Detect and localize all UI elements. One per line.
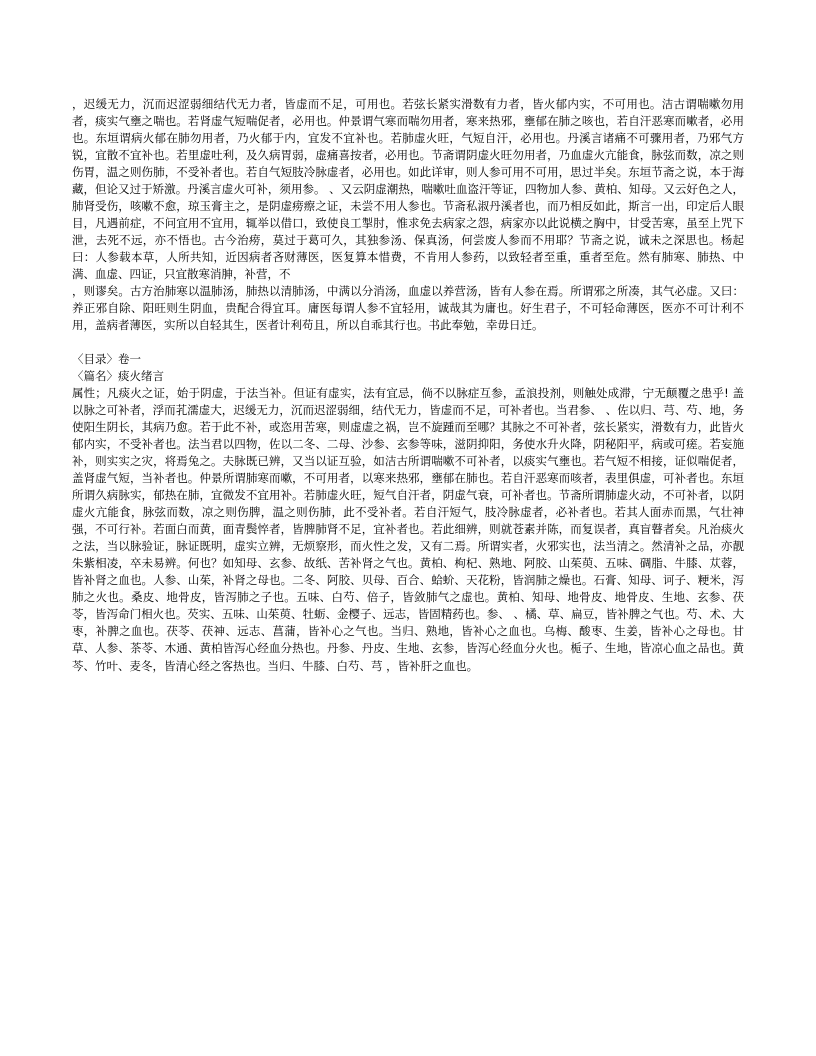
document-body [72,96,744,675]
paragraph: 属性；凡痰火之证，始于阴虚，于法当补。但证有虚实，法有宜忌，倘不以脉症互参，孟浪投剂，则触处成滞，宁无颠覆之患乎! 盖以脉之可补者，浮而芤濡虚大，迟缓无力，沉而迟涩弱细，结代无力，皆虚而不足，可补者也。当君参、 、佐以归、芎、芍、地，务使阳生阴长，其病乃愈。若于此不补，或恣用苦寒，则虚虚之祸，岂不旋踵而至哪？其脉之不可补者，弦长紧实，滑数有力，此皆火郁内实，不受补者也。法当君以四物，佐以二冬、二母、沙参、玄参等味，滋阴抑阳，务使水升火降，阴秘阳平，病或可瘥。若妄施补，则实实之灾，将焉兔之。夫脉既已辨，又当以证互验，如洁古所谓喘嗽不可补者，以痰实气壅也。若气短不相接，证似喘促者，盖肾虚气短，当补者也。仲景所谓肺寒而嗽，不可用者，以寒来热邪，壅郁在肺也。若自汗恶寒而咳者，表里俱虚，可补者也。东垣所谓久病脉实，郁热在肺，宜微发不宜用补。若肺虚火旺，短气自汗者，阴虚气衰，可补者也。节斋所谓肺虚火动，不可补者，以阴虚火亢能食，脉弦而数，凉之则伤脾，温之则伤肺，此不受补者。若自汗短气，肢冷脉虚者，必补者也。若其人面赤而黑，气壮神强，不可行补。若面白而黄，面青鬓悴者，皆脾肺肾不足，宜补者也。若此细辨，则就苍素并陈，而复误者，真盲瞽者矣。凡治痰火之法，当以脉验证，脉证既明，虚实立辨，无烦察形，而火性之发，又有二焉。所谓实者，火邪实也，法当清之。然清补之品，亦靓朱紫相凌，卒未易辨。何也？如知母、玄参、故纸、苦补肾之气也。黄柏、枸杞、熟地、阿胶、山茱萸、五味、碉脂、牛膝、苁蓉，皆补肾之血也。人参、山茱，补肾之母也。二冬、阿胶、贝母、百合、蛤蚧、天花粉，皆润肺之燥也。石膏、知母、诃子、粳米，泻肺之火也。桑皮、地骨皮，皆泻肺之子也。五味、白芍、倍子，皆敛肺气之虚也。黄柏、知母、地骨皮、地骨皮、生地、玄参、茯苓，皆泻命门相火也。芡实、五味、山茱萸、牡蛎、金樱子、远志，皆固精药也。参、 、橘、草、扁豆，皆补脾之气也。芍、术、大枣，补脾之血也。茯苓、茯神、远志、菖蒲，皆补心之气也。当归、熟地，皆补心之血也。乌梅、酸枣、生姜，皆补心之母也。甘草、人参、茶苓、木通、黄柏皆泻心经血分热也。丹参、丹皮、生地、玄参，皆泻心经血分火也。栀子、生地，皆凉心血之品也。黄芩、竹叶、麦冬，皆清心经之客热也。当归、牛膝、白芍、芎 ，皆补肝之血也。 [72,386,744,673]
paragraph-spacer [72,334,744,351]
paragraph: ，则谬矣。古方治肺寒以温肺汤，肺热以清肺汤，中满以分消汤，血虚以养营汤，皆有人参在焉。所谓邪之所凑，其气必虚。又曰：养正邪自除、阳旺则生阴血，贵配合得宜耳。庸医每谓人参不宜轻用，诚哉其为庸也。好生君子，不可轻命薄医，医亦不可计利不用，盖病者薄医，实所以自轻其生，医者计利苟且，所以自乖其行也。书此奉勉，幸毋日迁。 [72,284,744,333]
section-tag-chapter: 〈篇名〉痰火绪言 [72,369,164,384]
paragraph: ，迟缓无力，沉而迟涩弱细结代无力者，皆虚而不足，可用也。若弦长紧实滑数有力者，皆火郁内实，不可用也。洁古谓喘嗽勿用者，痰实气壅之喘也。若肾虚气短喘促者，必用也。仲景谓气寒而喘勿用者，寒来热邪，壅郁在肺之咳也，若自汗恶寒而嗽者，必用也。东垣谓病火郁在肺勿用者，乃火郁于内，宜发不宜补也。若肺虚火旺，气短自汗，必用也。丹溪言诸痛不可骤用者，乃邪气方锐，宜散不宜补也。若里虚吐利，及久病胃弱，虚痛喜按者，必用也。节斋谓阴虚火旺勿用者，乃血虚火亢能食，脉弦而数，凉之则伤胃，温之则伤肺，不受补者也。若自气短肢冷脉虚者，必用也。如此详审，则人参可用不可用，思过半矣。东垣节斋之说，本于海藏，但论又过于矫激。丹溪言虚火可补，须用参。 、又云阴虚潮热，喘嗽吐血盗汗等证，四物加人参、黄柏、知母。又云好色之人，肺肾受伤，咳嗽不愈，琼玉膏主之，是阴虚痨瘵之证，未尝不用人参也。节斋私淑丹溪者也，而乃相反如此，斯言一出，印定后人眼目，凡遇前症，不问宜用不宜用，辄举以借口，致使良工掣肘，惟求免去病家之怨，病家亦以此说横之胸中，甘受苦寒，虽至上咒下泄，去死不远，亦不悟也。古今治痨，莫过于葛可久，其独参汤、保真汤，何尝废人参而不用耶？节斋之说，诚未之深思也。杨起曰：人参载本草，人所共知，近因病者吝财薄医，医复算本惜费，不肯用人参药，以致轻者至重，重者至危。然有肺寒、肺热、中满、血虚、四证，只宜散寒消胂，补营，不 [72,97,744,282]
section-tag-catalog: 〈目录〉卷一 [72,352,141,367]
